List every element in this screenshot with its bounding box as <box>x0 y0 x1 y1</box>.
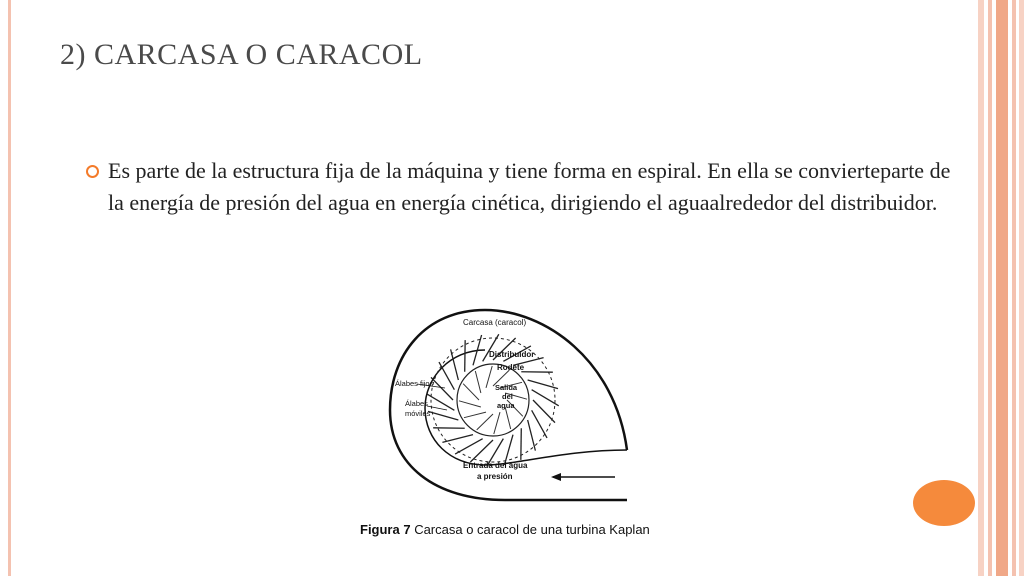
vane-line <box>442 435 473 443</box>
runner-line <box>486 366 492 388</box>
right-decorative-frame <box>978 0 1024 576</box>
turbine-figure <box>365 300 665 520</box>
bullet-text: Es parte de la estructura fija de la máquina y tiene forma en espiral. En ella se convierteparte de la energía de presión del agua en energía cinética, dirigiendo el aguaalrededor del distribuidor. <box>108 158 951 215</box>
label-alabes-fijos: Álabes fijos <box>395 379 434 388</box>
figure-caption-lead: Figura 7 <box>360 522 411 537</box>
runner-line <box>459 401 481 407</box>
label-alabes-moviles-2: móviles <box>405 409 431 418</box>
label-salida-3: agua <box>497 401 515 410</box>
label-salida-1: Salida <box>495 383 518 392</box>
vane-line <box>455 439 483 454</box>
runner-line <box>475 371 481 393</box>
label-distribuidor: Distribuidor <box>489 350 535 359</box>
label-entrada-2: a presión <box>477 472 513 481</box>
decorative-orange-circle <box>913 480 975 526</box>
label-alabes-moviles-1: Álabes <box>405 399 428 408</box>
figure-caption-text: Carcasa o caracol de una turbina Kaplan <box>410 522 650 537</box>
runner-line <box>505 407 511 429</box>
vane-line <box>428 411 458 420</box>
bullet-item <box>86 155 956 219</box>
runner-blades <box>459 366 527 434</box>
slide-title: 2) CARCASA O CARACOL <box>60 38 423 71</box>
label-entrada-1: Entrada del agua <box>463 461 528 470</box>
label-rodete: Rodete <box>497 363 525 372</box>
turbine-diagram <box>365 300 665 520</box>
runner-line <box>463 384 479 400</box>
label-carcasa: Carcasa (caracol) <box>463 318 527 327</box>
left-decorative-rule <box>8 0 11 576</box>
vane-line <box>528 420 536 451</box>
runner-line <box>477 414 493 430</box>
runner-line <box>494 412 500 434</box>
vane-line <box>451 349 459 380</box>
vane-line <box>532 410 547 438</box>
runner-line <box>464 412 486 418</box>
inlet-arrowhead <box>551 473 561 481</box>
figure-caption <box>360 522 650 537</box>
runner-ring <box>457 364 529 436</box>
vane-line <box>439 362 454 390</box>
bullet-circle-icon <box>86 165 99 178</box>
label-salida-2: del <box>502 392 513 401</box>
